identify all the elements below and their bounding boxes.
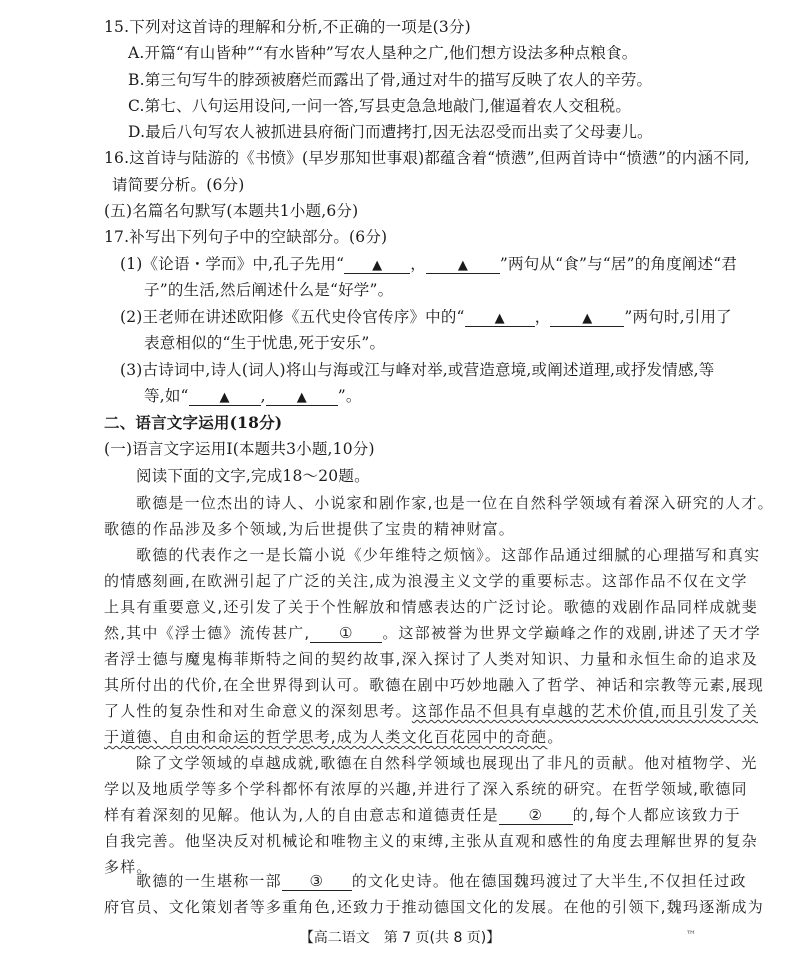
q17-item2-prefix: (2)王老师在讲述欧阳修《五代史伶官传序》中的“ bbox=[120, 308, 465, 326]
reading-instruction: 阅读下面的文字,完成18～20题。 bbox=[136, 467, 370, 485]
section-2-heading: 二、语言文字运用(18分) bbox=[104, 413, 283, 432]
passage-p4-line1-prefix: 歌德的一生堪称一部 bbox=[136, 872, 282, 890]
q17-item2-suffix: ”两句时,引用了 bbox=[624, 308, 732, 326]
triangle-icon: ▲ bbox=[582, 311, 593, 326]
passage-p2-line4 bbox=[104, 622, 761, 644]
passage-p4-line1-suffix: 的文化史诗。他在德国魏玛渡过了大半生,不仅担任过政 bbox=[351, 872, 747, 890]
q15-stem: 15.下列对这首诗的理解和分析,不正确的一项是(3分) bbox=[104, 18, 471, 36]
q17-blank-3b bbox=[266, 387, 338, 406]
passage-p4-line1 bbox=[136, 870, 747, 892]
triangle-icon: ▲ bbox=[494, 311, 505, 326]
passage-blank-3 bbox=[282, 872, 352, 891]
q17-item3-line1: (3)古诗词中,诗人(词人)将山与海或江与峰对举,或营造意境,或阐述道理,或抒发情感,等 bbox=[120, 361, 715, 379]
passage-p3-line5: 多样。 bbox=[104, 858, 153, 876]
passage-p3-line3-suffix: 的,每个人都应该致力于 bbox=[572, 806, 741, 824]
q17-blank-2a bbox=[465, 308, 535, 327]
q15-option-b: B.第三句写牛的脖颈被磨烂而露出了骨,通过对牛的描写反映了农人的辛劳。 bbox=[128, 71, 653, 89]
passage-p2-line5: 者浮士德与魔鬼梅菲斯特之间的契约故事,深入探讨了人类对知识、力量和永恒生命的追求及 bbox=[104, 650, 758, 668]
passage-p2-line1: 歌德的代表作之一是长篇小说《少年维特之烦恼》。这部作品通过细腻的心理描写和真实 bbox=[136, 546, 761, 564]
passage-p1-line2: 歌德的作品涉及多个领域,为后世提供了宝贵的精神财富。 bbox=[104, 520, 515, 538]
section-5-heading: (五)名篇名句默写(本题共1小题,6分) bbox=[104, 202, 359, 220]
passage-p2-line3: 上具有重要意义,还引发了关于个性解放和情感表达的广泛讨论。歌德的戏剧作品同样成就斐 bbox=[104, 598, 758, 616]
q16-line2: 请简要分析。(6分) bbox=[112, 176, 245, 194]
q17-item1-suffix: ”两句从“食”与“居”的角度阐述“君 bbox=[499, 255, 738, 273]
passage-p2-line8 bbox=[104, 726, 564, 748]
triangle-icon: ▲ bbox=[296, 390, 307, 405]
q17-item3-suffix: ”。 bbox=[337, 387, 362, 405]
passage-p2-line4-suffix: 。这部被誉为世界文学巅峰之作的戏剧,讲述了天才学 bbox=[382, 624, 761, 642]
blank-number: ③ bbox=[309, 872, 325, 890]
subsection-1-heading: (一)语言文字运用Ⅰ(本题共3小题,10分) bbox=[104, 440, 375, 458]
page-footer: 【高二语文 第 7 页(共 8 页)】 bbox=[299, 930, 501, 946]
passage-p4-line2: 府官员、文化策划者等多重角色,还致力于推动德国文化的发展。在他的引领下,魏玛逐渐成为 bbox=[104, 898, 764, 916]
q17-blank-2b bbox=[550, 308, 624, 327]
q17-item3-line2 bbox=[144, 385, 362, 407]
blank-number: ① bbox=[339, 624, 354, 642]
q17-blank-1a bbox=[344, 255, 410, 274]
q15-option-d: D.最后八句写农人被抓进县府衙门而遭拷打,因无法忍受而出卖了父母妻儿。 bbox=[128, 123, 653, 141]
q17-item1-line2: 子”的生活,然后阐述什么是“好学”。 bbox=[144, 281, 394, 299]
passage-p3-line4: 自我完善。他坚决反对机械论和唯物主义的束缚,主张从直观和感性的角度去理解世界的复杂 bbox=[104, 832, 758, 850]
q17-item3-prefix: 等,如“ bbox=[144, 387, 189, 405]
passage-blank-1 bbox=[310, 624, 382, 643]
passage-p3-line1: 除了文学领域的卓越成就,歌德在自然科学领域也展现出了非凡的贡献。他对植物学、光 bbox=[136, 754, 758, 772]
q17-blank-3a bbox=[189, 387, 261, 406]
q17-blank-1b bbox=[426, 255, 500, 274]
q17-stem: 17.补写出下列句子中的空缺部分。(6分) bbox=[104, 228, 388, 246]
q17-item1-line1: (1)《论语・学而》中,孔子先用“ ▲ ， ▲ ”两句从“食”与“居”的角度阐述“君 bbox=[120, 255, 738, 273]
blank-number: ② bbox=[528, 806, 544, 824]
passage-p2-line4-prefix: 然,其中《浮士德》流传甚广, bbox=[104, 624, 311, 642]
q17-item2-line1: (2)王老师在讲述欧阳修《五代史伶官传序》中的“ ▲ ， ▲ ”两句时,引用了 bbox=[120, 308, 732, 326]
q16-line1: 16.这首诗与陆游的《书愤》(早岁那知世事艰)都蕴含着“愤懑”,但两首诗中“愤懑”的内涵不同, bbox=[104, 149, 750, 167]
q17-item3-sep: , bbox=[260, 387, 266, 405]
triangle-icon: ▲ bbox=[219, 390, 230, 405]
q17-item2-line2: 表意相似的“生于忧患,死于安乐”。 bbox=[144, 334, 386, 352]
passage-p2-line6: 其所付出的代价,在全世界得到认可。歌德在剧中巧妙地融入了哲学、神话和宗教等元素,展现 bbox=[104, 676, 764, 694]
triangle-icon: ▲ bbox=[457, 258, 469, 273]
corner-mark: ™ bbox=[686, 930, 696, 941]
passage-p2-line7-plain: 了人性的复杂性和对生命意义的深刻思考。 bbox=[104, 702, 412, 720]
passage-p1-line1: 歌德是一位杰出的诗人、小说家和剧作家,也是一位在自然科学领域有着深入研究的人才。 bbox=[136, 494, 774, 512]
passage-p2-line8-end: 。 bbox=[547, 728, 564, 746]
passage-p2-line2: 的情感刻画,在欧洲引起了广泛的关注,成为浪漫主义文学的重要标志。这部作品不仅在文学 bbox=[104, 572, 748, 590]
passage-p3-line3-prefix: 样有着深刻的见解。他认为,人的自由意志和道德责任是 bbox=[104, 806, 499, 824]
passage-wavy-sentence-part2: 于道德、自由和命运的哲学思考,成为人类文化百花园中的奇葩 bbox=[104, 728, 548, 746]
passage-p2-line7 bbox=[104, 700, 758, 722]
q15-option-a: A.开篇“有山皆种”“有水皆种”写农人垦种之广,他们想方设法多种点粮食。 bbox=[128, 44, 638, 62]
passage-blank-2 bbox=[499, 806, 573, 825]
q15-option-c: C.第七、八句运用设问,一问一答,写县吏急急地敲门,催逼着农人交租税。 bbox=[128, 97, 632, 115]
q17-item1-prefix: (1)《论语・学而》中,孔子先用“ bbox=[120, 255, 345, 273]
passage-wavy-sentence-part1: 这部作品不但具有卓越的艺术价值,而且引发了关 bbox=[411, 702, 758, 720]
triangle-icon: ▲ bbox=[372, 258, 383, 273]
passage-p3-line3 bbox=[104, 804, 741, 826]
passage-p3-line2: 学以及地质学等多个学科都怀有浓厚的兴趣,并进行了深入系统的研究。在哲学领域,歌德同 bbox=[104, 780, 748, 798]
